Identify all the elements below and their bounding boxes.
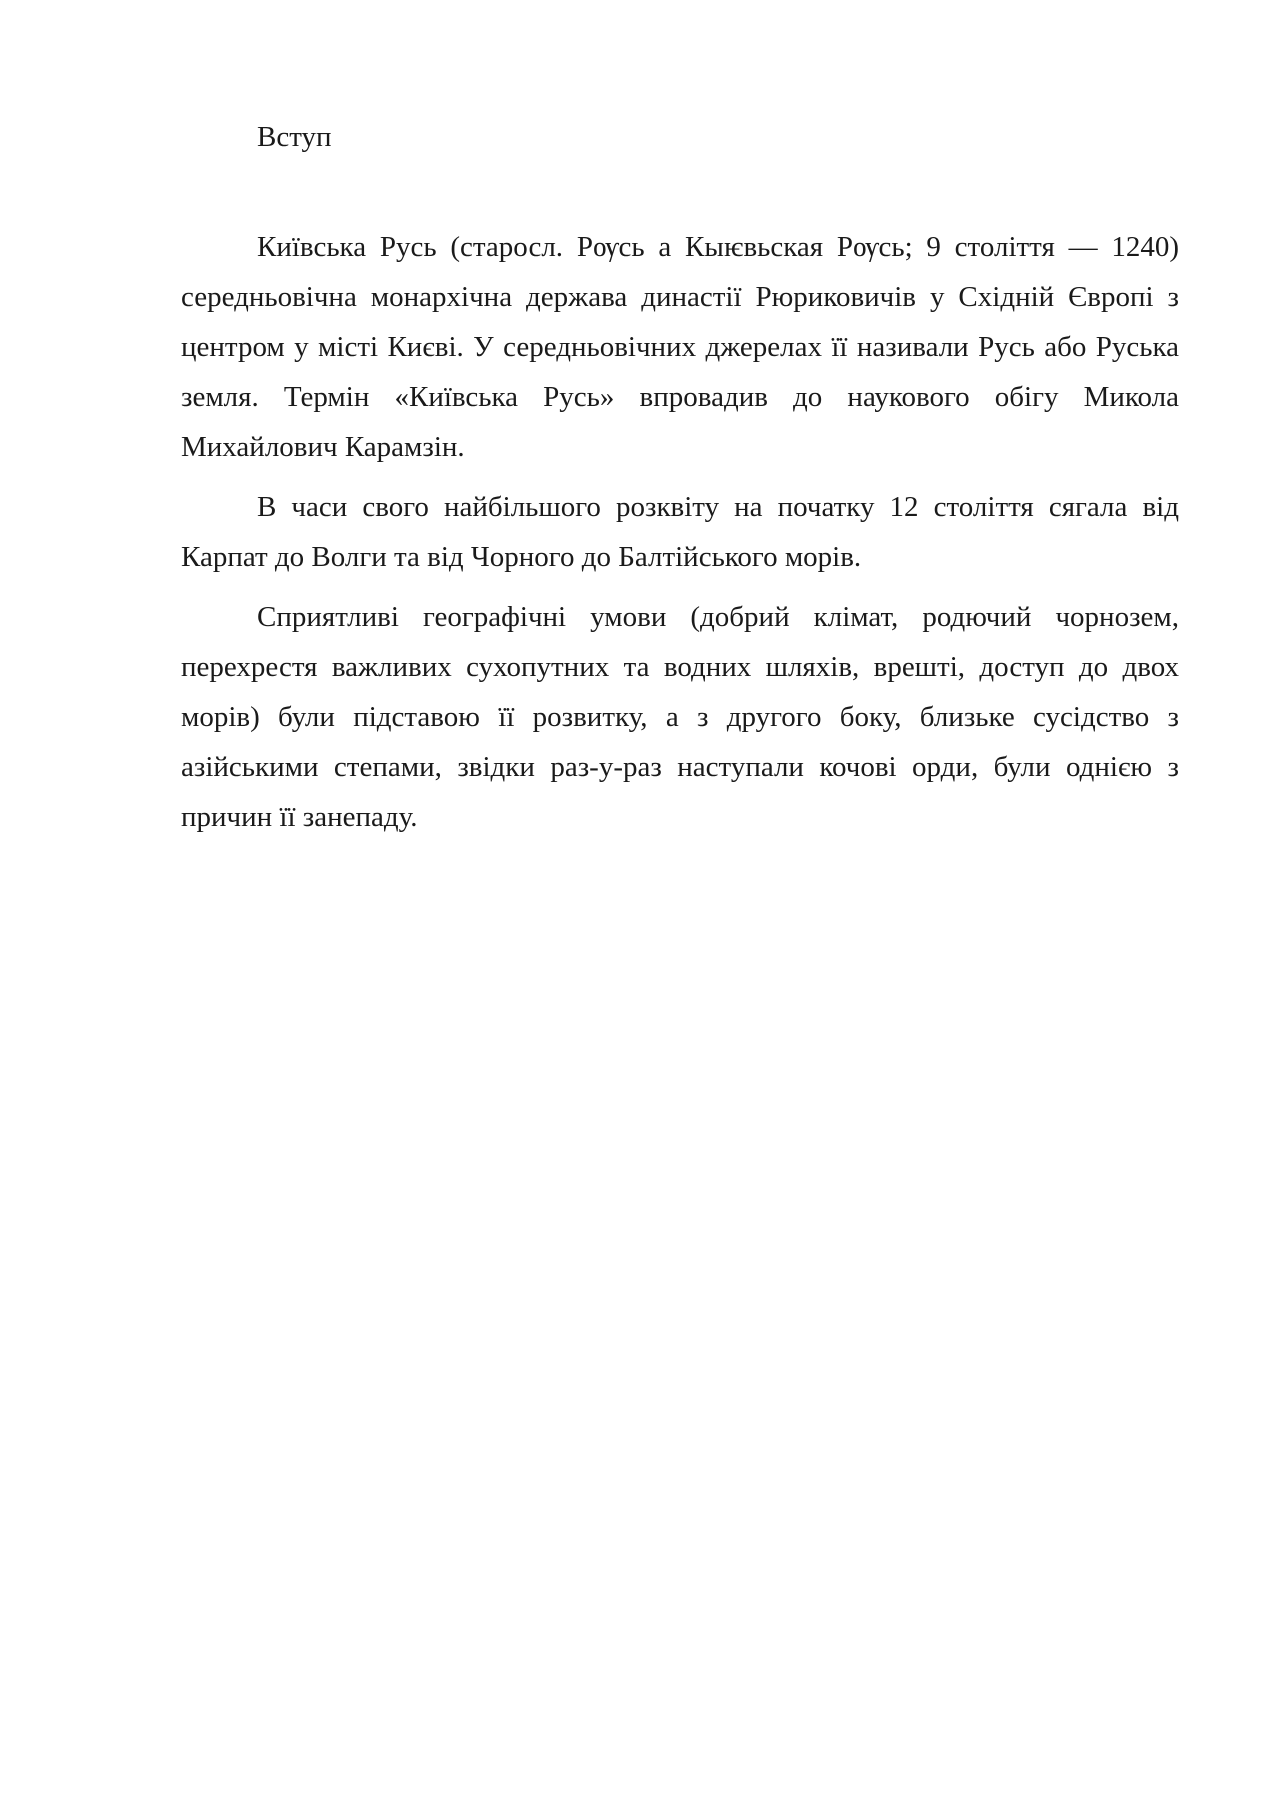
paragraph-kyivan-rus-intro: Київська Русь (старосл. Рѹсь а Кыѥвьская Рѹсь; 9 століття — 1240) середньовічна монархічна держава династії Рюриковичів у Східній Європі з центром у місті Києві. У середньовічних джерелах її називали Русь або Руська земля. Термін «Київська Русь» впровадив до наукового обігу Микола Михайлович Карамзін. <box>181 231 1179 463</box>
paragraph-geography: Сприятливі географічні умови (добрий клімат, родючий чорнозем, перехрестя важливих сухопутних та водних шляхів, врешті, доступ до двох морів) були підставою її розвитку, а з другого боку, близьке сусідство з азійськими степами, звідки раз-у-раз наступали кочові орди, були однією з причин її занепаду. <box>181 601 1179 833</box>
paragraph-territory: В часи свого найбільшого розквіту на початку 12 століття сягала від Карпат до Волги та від Чорного до Балтійського морів. <box>181 491 1179 573</box>
document-body <box>181 112 1179 842</box>
document-heading: Вступ <box>257 121 332 153</box>
